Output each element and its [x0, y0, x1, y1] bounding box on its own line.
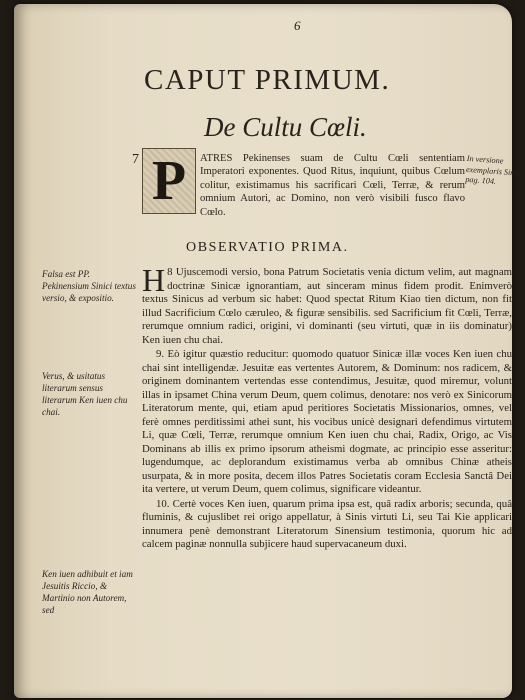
- book-page: [14, 4, 523, 698]
- observatio-heading: OBSERVATIO PRIMA.: [186, 240, 349, 255]
- page-number: 6: [294, 18, 301, 33]
- paragraph-8-text: Ujuscemodi versio, bona Patrum Societatis venia dictum velim, aut magnam doctrinæ Sinicæ ignorantiam, aut sinceram minus fidem prodit. Enimverò textus Sinicus ad verbum sic habet: Quod spectat Ritum Kiao tien dictum, non fit illud Sacrificium Cœlo cæruleo, & figuræ sensibilis. sed Sacrificium fit Cœli, Terræ, rerumque omnium radici, origini, vi dominanti (seu virtuti, quæ in iis dominatur) Ken iuen chu chai.: [142, 266, 513, 346]
- paragraph-number-7: 7: [132, 152, 139, 167]
- paragraph-8: [142, 262, 513, 347]
- large-initial: H: [142, 262, 166, 298]
- body-text: [142, 262, 513, 553]
- chapter-heading: CAPUT PRIMUM.: [144, 64, 391, 96]
- decorated-initial: P: [142, 148, 196, 214]
- paragraph-9-text: Eò igitur quæstio reducitur: quomodo quatuor Sinicæ illæ voces Ken iuen chu chai sint intelligendæ. Jesuitæ eas vertentes Autorem, & Dominum: nos radicem, & originem dominantem vertendas esse contendimus, Jesuitæ, quod miremur, volunt illas in ipsamet China verum Deum, quem colimus, denotare: nos verò ex Sinicorum Literatorum mente, qui, etiam apud peritiores Societatis Missionarios, omnes, vel ferè omnes perditissimi athei sunt, his vocibus unicè designari defendimus virtutem Li, quæ Cœli, Terræ, rerumque omnium Ken iuen chu chai, Radix, Origo, ac Vis Dominans ab illis ex primo ipsorum atheismi dogmate, ac principio esse asseritur: lugendumque, ac deplorandum existimamus verba ab omnibus Chinæ atheis usurpata, & in more posita, decem illos Patres Societatis coram Ecclesia Sanctâ Dei ita vertere, ut verum Deum, quem colimus, significare videantur.: [142, 348, 512, 495]
- intro-paragraph: ATRES Pekinenses suam de Cultu Cœli sententiam Imperatori exponentes. Quod Ritus, inquiunt, quibus Cœlum colitur, existimamus his sacrificari Cœli, Terræ, & rerum omnium Autori, ac Domino, non verò visibili fusco flavo Cœlo.: [200, 153, 465, 218]
- left-margin-note-3: Ken iuen adhibuit et iam Jesuitis Riccio, & Martinio non Autorem, sed: [42, 569, 133, 615]
- paragraph-10-text: Certè voces Ken iuen, quarum prima ipsa est, quâ radix arboris; secunda, quâ fluminis, & cujuslibet rei origo appellatur, à Sinis virtuti Li, seu Tai Kie applicari innumera penè demonstrant Literatorum Sinensium testimonia, quorum hic ad calcem paginæ nonnulla subjicere haud supervacaneum duxi.: [142, 497, 512, 550]
- left-margin-note-1: Falsa est PP. Pekinensium Sinici textus versio, & expositio.: [42, 269, 136, 303]
- paragraph-number-9: 9: [156, 348, 162, 360]
- paragraph-10: 10. Certè voces Ken iuen, quarum prima ipsa est, quâ radix arboris; secunda, quâ fluminis, & cujuslibet rei origo appellatur, à Sinis virtuti Li, seu Tai Kie applicari innumera penè demonstrant Literatorum Sinensium testimonia, quorum hic ad calcem paginæ nonnulla subjicere haud supervacaneum duxi.: [142, 497, 512, 550]
- paragraph-number-8: 8: [167, 266, 173, 278]
- left-margin-note-2: Verus, & usitatus literarum sensus literarum Ken iuen chu chai.: [42, 371, 128, 417]
- chapter-subheading: De Cultu Cœli.: [204, 112, 367, 142]
- paragraph-number-10: 10: [156, 497, 167, 510]
- right-margin-note: In versione exemplaris Sinici pag. 104.: [465, 153, 523, 187]
- paragraph-9: 9. Eò igitur quæstio reducitur: quomodo quatuor Sinicæ illæ voces Ken iuen chu chai sint intelligendæ. Jesuitæ eas vertentes Autorem, & Dominum: nos radicem, & originem dominantem vertendas esse contendimus, Jesuitæ, quod miremur, volunt illas in ipsamet China verum Deum, quem colimus, denotare: nos verò ex Sinicorum Literatorum mente, qui, etiam apud peritiores Societatis Missionarios, omnes, vel ferè omnes perditissimi athei sunt, his vocibus unicè designari defendimus virtutem Li, quæ Cœli, Terræ, rerumque omnium Ken iuen chu chai, Radix, Origo, ac Vis Dominans ab illis ex primo ipsorum atheismi dogmate, ac principio esse asseritur: lugendumque, ac deplorandum existimamus verba ab omnibus Chinæ atheis usurpata, & in more posita, decem illos Patres Societatis coram Ecclesia Sanctâ Dei ita vertere, ut verum Deum, quem colimus, significare videantur.: [142, 348, 512, 495]
